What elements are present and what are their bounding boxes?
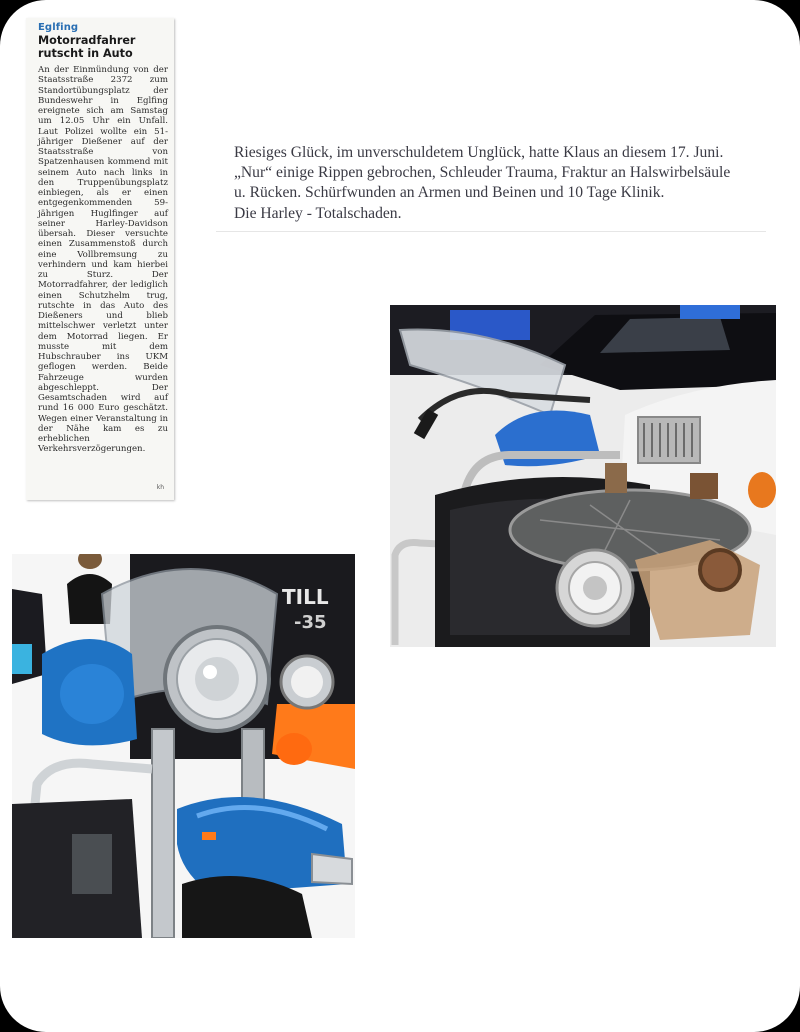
motorcycle-front-photo — [12, 554, 355, 938]
trailer-sign-text: TILL — [282, 585, 329, 609]
trailer-sign-number: -35 — [294, 612, 327, 633]
clipping-kicker: Eglfing — [38, 22, 79, 33]
caption-line: Die Harley - Totalschaden. — [234, 204, 402, 222]
clipping-headline: Motorradfahrer rutscht in Auto — [38, 34, 136, 60]
caption-line: u. Rücken. Schürfwunden an Armen und Beinen und 10 Tage Klinik. — [234, 184, 665, 202]
photo-caption — [234, 143, 774, 224]
clipping-author: kh — [156, 484, 164, 491]
caption-line: „Nur“ einige Rippen gebrochen, Schleuder Trauma, Fraktur an Halswirbelsäule — [234, 164, 731, 182]
clipping-body: An der Einmündung von der Staatsstraße 2372 zum Standortübungsplatz der Bundeswehr in Eglfing ereignete sich am Samstag um 12.05 Uhr ein Unfall. Laut Polizei wollte ein 51-jähriger Dießener auf der Staatsstraße von Spatzenhausen kommend mit seinem Auto nach links in den Truppenübungsplatz einbiegen, als er einen entgegenkommenden 59-jährigen Huglfinger auf seiner Harley-Davidson übersah. Dieser versuchte einen Zusammenstoß durch eine Vollbremsung zu verhindern und kam hierbei zu Sturz. Der Motorradfahrer, der lediglich einen Schutzhelm trug, rutschte in das Auto des Dießeners und blieb mittelschwer verletzt unter dem Motorrad liegen. Er musste mit dem Hubschrauber ins UKM geflogen werden. Beide Fahrzeuge wurden abgeschleppt. Der Gesamtschaden wird auf rund 16 000 Euro geschätzt. Wegen einer Veranstaltung in der Nähe kam es zu erheblichen Verkehrsverzögerungen. — [38, 65, 168, 455]
caption-line: Riesiges Glück, im unverschuldetem Unglück, hatte Klaus an diesem 17. Juni. — [234, 144, 724, 161]
newspaper-clipping — [26, 18, 174, 500]
divider — [216, 231, 766, 232]
wrecked-motorcycle-photo — [390, 305, 776, 647]
